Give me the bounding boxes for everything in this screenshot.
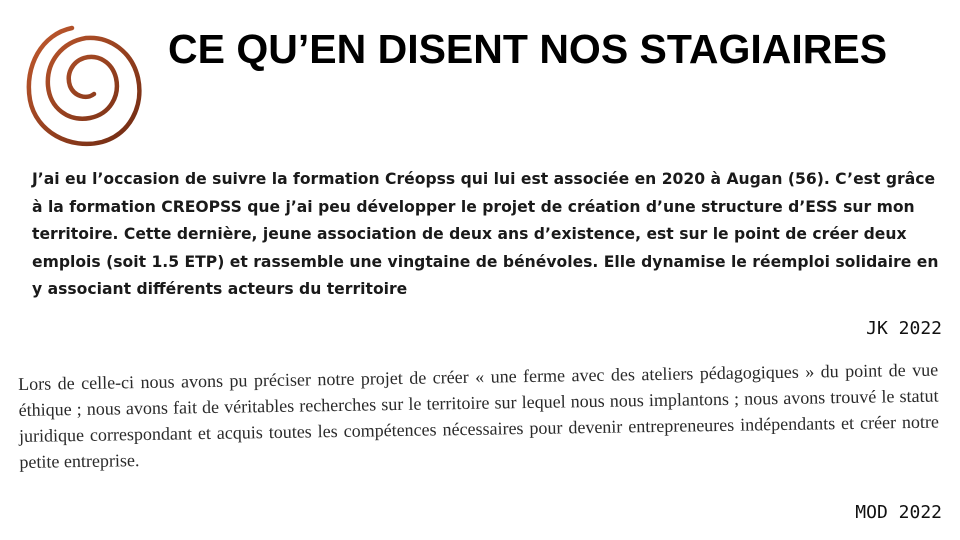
testimonial-signature: MOD 2022 — [855, 502, 942, 523]
testimonial-signature: JK 2022 — [866, 318, 942, 339]
testimonial-text-scanned: Lors de celle-ci nous avons pu préciser notre projet de créer « une ferme avec des ateliers pédagogiques » du point de vue éthique ; nous avons fait de véritables recherches sur le territoire sur lequel nous nous implantons ; nous avons trouvé le statut juridique correspondant et acquis toutes les compétences nécessaires pour devenir entrepreneures indépendants et créer notre petite entreprise. — [18, 359, 940, 472]
testimonial-text: J’ai eu l’occasion de suivre la formation Créopss qui lui est associée en 2020 à Augan (56). C’est grâce à la formation CREOPSS que j’ai peu développer le projet de création d’une structure d’ESS sur mon territoire. Cette dernière, jeune association de deux ans d’existence, est sur le point de créer deux emplois (soit 1.5 ETP) et rassemble une vingtaine de bénévoles. Elle dynamise le réemploi solidaire en y associant différents acteurs du territoire — [32, 170, 939, 299]
spiral-logo-icon — [14, 14, 146, 154]
page-title: CE QU’EN DISENT NOS STAGIAIRES — [168, 26, 888, 72]
spiral-path — [29, 28, 140, 144]
